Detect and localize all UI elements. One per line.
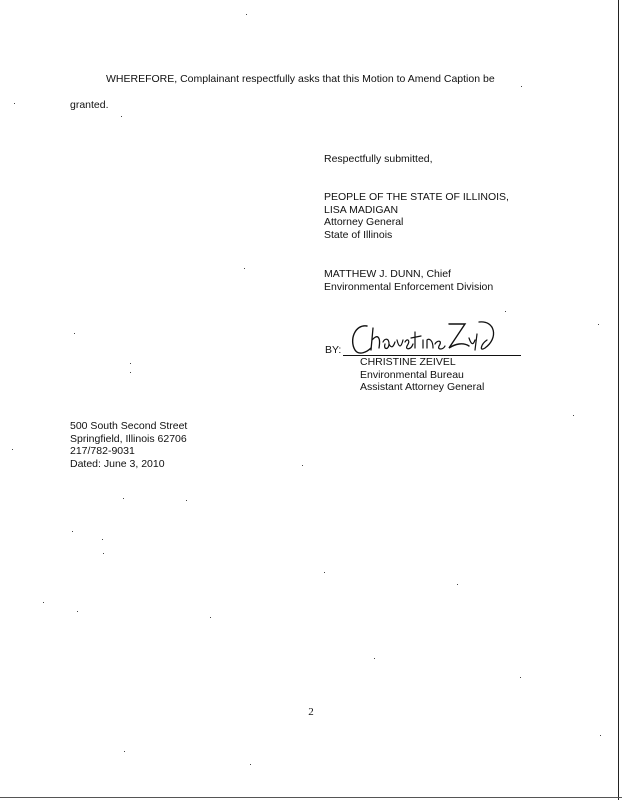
- signer-name: CHRISTINE ZEIVEL: [360, 356, 456, 368]
- body-paragraph-line-2: granted.: [70, 99, 109, 111]
- body-paragraph-line-1: WHEREFORE, Complainant respectfully asks that this Motion to Amend Caption be: [106, 73, 495, 85]
- scan-speck: [520, 677, 521, 678]
- scan-speck: [123, 498, 124, 499]
- scan-speck: [74, 333, 75, 334]
- scan-speck: [77, 611, 78, 612]
- scan-speck: [102, 539, 103, 540]
- party-line-1: PEOPLE OF THE STATE OF ILLINOIS,: [324, 191, 509, 203]
- scan-speck: [124, 751, 125, 752]
- scan-speck: [72, 531, 73, 532]
- scan-speck: [186, 500, 187, 501]
- scan-speck: [103, 553, 104, 554]
- scan-speck: [130, 372, 131, 373]
- signer-title: Assistant Attorney General: [360, 381, 485, 393]
- scan-speck: [14, 103, 15, 104]
- scan-speck: [573, 415, 574, 416]
- scan-speck: [130, 363, 131, 364]
- party-line-2: LISA MADIGAN: [324, 203, 399, 216]
- page-number: 2: [308, 706, 314, 718]
- scan-speck: [302, 465, 303, 466]
- scan-speck: [210, 617, 211, 618]
- scan-speck: [244, 268, 245, 269]
- signer-bureau: Environmental Bureau: [360, 368, 464, 381]
- party-block: [324, 191, 509, 241]
- chief-block: [324, 268, 493, 293]
- scan-speck: [374, 658, 375, 659]
- address-block: [70, 420, 187, 470]
- by-label: BY:: [325, 344, 342, 356]
- closing-line: Respectfully submitted,: [324, 153, 433, 165]
- scan-speck: [521, 86, 522, 87]
- scan-speck: [600, 735, 601, 736]
- chief-name: MATTHEW J. DUNN, Chief: [324, 268, 451, 280]
- scan-speck: [457, 584, 458, 585]
- scan-speck: [250, 764, 251, 765]
- scan-speck: [43, 602, 44, 603]
- scan-speck: [505, 311, 506, 312]
- address-phone: 217/782-9031: [70, 445, 135, 457]
- signer-block: [360, 356, 484, 394]
- address-street: 500 South Second Street: [70, 420, 188, 432]
- date-line: Dated: June 3, 2010: [70, 457, 165, 470]
- page-right-edge: [618, 0, 619, 800]
- scan-speck: [246, 14, 247, 15]
- party-line-4: State of Illinois: [324, 228, 393, 241]
- scan-speck: [121, 116, 122, 117]
- scan-speck: [324, 572, 325, 573]
- scan-speck: [12, 449, 13, 450]
- party-line-3: Attorney General: [324, 216, 404, 228]
- chief-division: Environmental Enforcement Division: [324, 280, 494, 293]
- scan-speck: [598, 324, 599, 325]
- page-bottom-edge: [0, 797, 622, 798]
- address-city: Springfield, Illinois 62706: [70, 432, 187, 445]
